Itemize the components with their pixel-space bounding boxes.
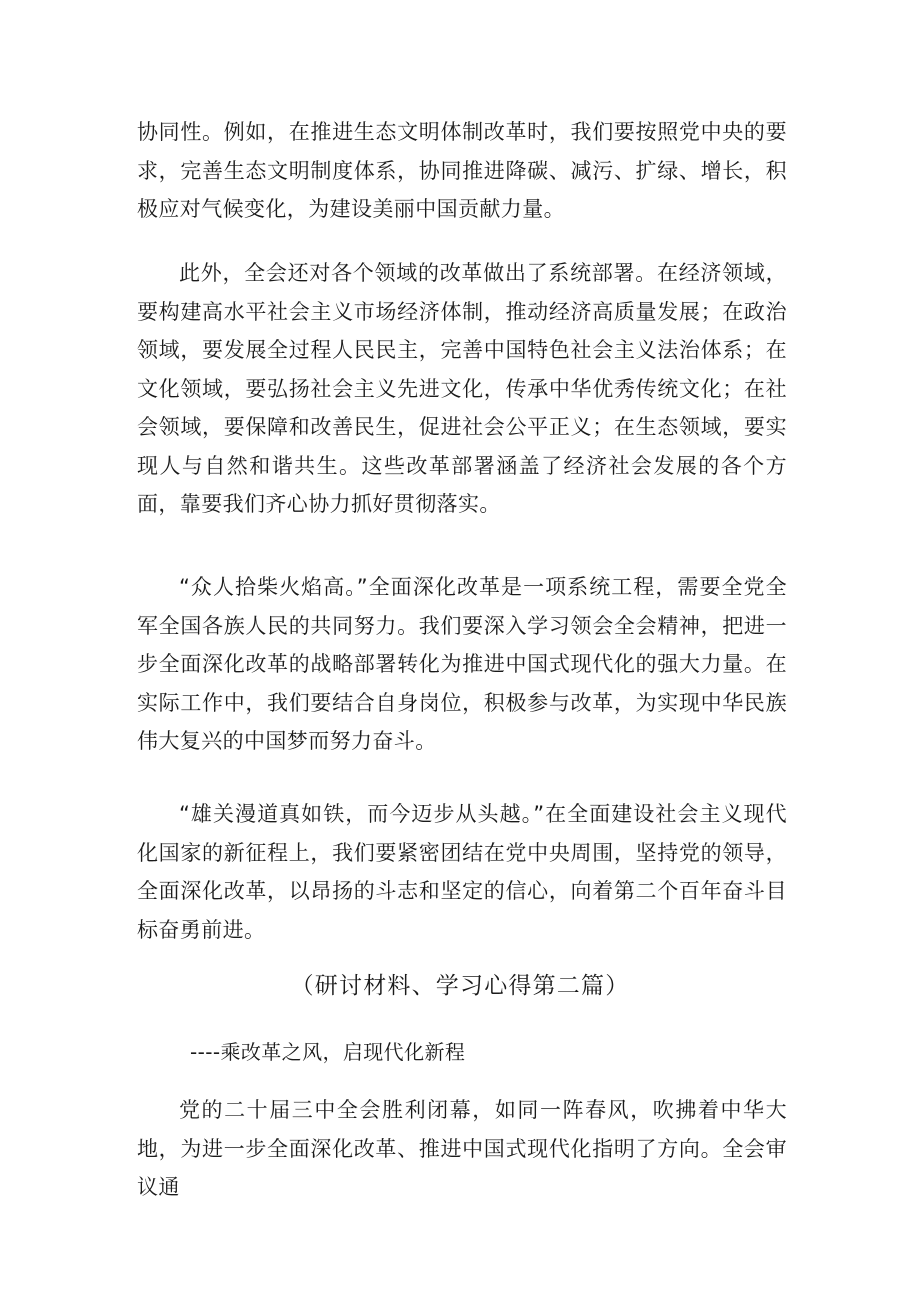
paragraph-collective-effort: “众人拾柴火焰高。”全面深化改革是一项系统工程，需要全党全军全国各族人民的共同努力。我们要深入学习领会全会精神，把进一步全面深化改革的战略部署转化为推进中国式现代化的强大力量。在实际工作中，我们要结合自身岗位，积极参与改革，为实现中华民族伟大复兴的中国梦而努力奋斗。 bbox=[137, 575, 787, 753]
section-title: （研讨材料、学习心得第二篇） bbox=[290, 973, 630, 999]
paragraph-ecological-reform: 协同性。例如，在推进生态文明体制改革时，我们要按照党中央的要求，完善生态文明制度体系，协同推进降碳、减污、扩绿、增长，积极应对气候变化，为建设美丽中国贡献力量。 bbox=[137, 120, 787, 221]
paragraph-new-journey: “雄关漫道真如铁，而今迈步从头越。”在全面建设社会主义现代化国家的新征程上，我们要紧密团结在党中央周围，坚持党的领导，全面深化改革，以昂扬的斗志和坚定的信心，向着第二个百年奋斗目标奋勇前进。 bbox=[137, 802, 787, 942]
paragraph-sector-reforms: 此外，全会还对各个领域的改革做出了系统部署。在经济领域，要构建高水平社会主义市场经济体制，推动经济高质量发展；在政治领域，要发展全过程人民民主，完善中国特色社会主义法治体系；在文化领域，要弘扬社会主义先进文化，传承中华优秀传统文化；在社会领域，要保障和改善民生，促进社会公平正义；在生态领域，要实现人与自然和谐共生。这些改革部署涵盖了经济社会发展的各个方面，靠要我们齐心协力抓好贯彻落实。 bbox=[137, 261, 787, 516]
section-subtitle: ----乘改革之风，启现代化新程 bbox=[190, 1040, 466, 1064]
paragraph-opening-second-article: 党的二十届三中全会胜利闭幕，如同一阵春风，吹拂着中华大地，为进一步全面深化改革、推进中国式现代化指明了方向。全会审议通 bbox=[137, 1098, 787, 1199]
